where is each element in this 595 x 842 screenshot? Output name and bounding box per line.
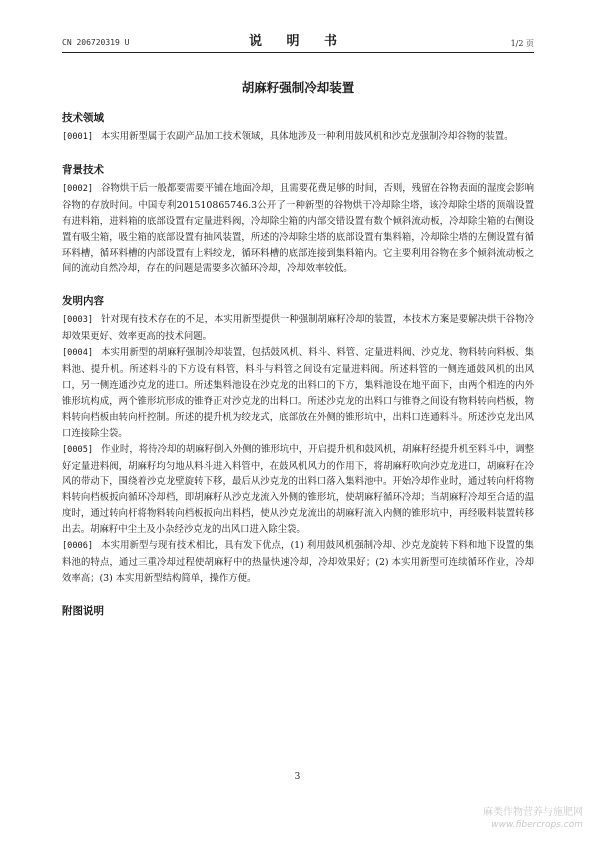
paragraph-0004 <box>62 345 534 441</box>
paragraph-number: [0006] <box>62 541 94 552</box>
paragraph-number: [0001] <box>62 132 94 142</box>
paragraph-text: 针对现有技术存在的不足，本实用新型提供一种强制胡麻籽冷却的装置，本技术方案是要解决烘干谷物冷却效果更好、效率更高的技术问题。 <box>62 314 534 343</box>
section-heading-background: 背景技术 <box>62 163 104 176</box>
document-title: 胡麻籽强制冷却装置 <box>241 80 355 95</box>
watermark <box>483 806 583 832</box>
paragraph-text: 本实用新型的胡麻籽强制冷却装置，包括鼓风机、料斗、料管、定量进料阀、沙克龙、物料转向料板、集料池、提升机。所述料斗的下方设有料管，料斗与料管之间设有定量进料阀。所述料管的一侧连通鼓风机的出风口，另一侧连通沙克龙的进口。所述集料池设在沙克龙的出料口的下方，集料池设在地平面下，由两个相连的内外锥形坑构成，两个锥形坑形成的锥脊正对沙克龙的出料口。所述沙克龙的出料口与锥脊之间设有物料转向档板，物料转向档板由转向杆控制。所述的提升机为绞龙式，底部放在外侧的锥形坑中，出料口连通料斗。所述沙克龙出风口连接除尘袋。 <box>62 347 534 439</box>
section-heading-drawings: 附图说明 <box>62 604 104 617</box>
document-body <box>62 110 534 622</box>
paragraph-text: 作业时，将待冷却的胡麻籽倒入外侧的锥形坑中，开启提升机和鼓风机，胡麻籽经提升机至料斗中，调整好定量进料阀，胡麻籽均匀地从料斗进入料管中，在鼓风机风力的作用下，将胡麻籽吹向沙克龙进口，胡麻籽在冷风的带动下，围绕着沙克龙壁旋转下移，最后从沙克龙的出料口落入集料池中。开始冷却作业时，通过转向杆将物料转向档板扳向循环冷却档，即胡麻籽从沙克龙流入外侧的锥形坑，使胡麻籽循环冷却；当胡麻籽冷却至合适的温度时，通过转向杆将物料转向档板扳向出料档，使从沙克龙流出的胡麻籽流入内侧的锥形坑中，再经吸料装置转移出去。胡麻籽中尘土及小杂经沙克龙的出风口进入除尘袋。 <box>62 443 534 536</box>
document-type: 说 明 书 <box>248 34 348 49</box>
paragraph-0006 <box>62 538 534 587</box>
paragraph-number: [0002] <box>62 183 94 194</box>
page-header <box>62 30 534 53</box>
paragraph-0003 <box>62 312 534 345</box>
paragraph-text: 本实用新型属于农副产品加工技术领域，具体地涉及一种利用鼓风机和沙克龙强制冷却谷物的装置。 <box>101 131 514 142</box>
paragraph-0002 <box>62 181 534 277</box>
paragraph-number: [0005] <box>62 444 94 455</box>
paragraph-text: 谷物烘干后一般都要需要平铺在地面冷却，且需要花费足够的时间，否则，残留在谷物表面的湿度会影响谷物的存放时间。中国专利201510865746.3公开了一种新型的谷物烘干冷却除尘塔，该冷却除尘塔的顶端设置有进料箱，进料箱的底部设置有定量进料阀，冷却除尘箱的内部交错设置有数个倾斜流动板，冷却除尘箱的右侧设置有吸尘箱，吸尘箱的底部设置有抽风装置，所述的冷却除尘塔的底部设置有集料箱，冷却除尘塔的左侧设置有循环料槽，循环料槽的内部设置有上料绞龙，循环料槽的底部连接到集料箱内。它主要利用谷物在多个倾斜流动板之间的流动自然冷却，存在的问题是需要多次循环冷却，冷却效率较低。 <box>62 182 534 275</box>
page-number: 3 <box>294 772 301 782</box>
section-heading-summary: 发明内容 <box>62 295 104 308</box>
paragraph-number: [0004] <box>62 348 94 359</box>
patent-number: CN 206720319 U <box>62 38 130 47</box>
paragraph-0005 <box>62 442 534 538</box>
paragraph-0001 <box>62 129 534 146</box>
watermark-url: www.fibercrops.com <box>491 820 583 830</box>
paragraph-text: 本实用新型与现有技术相比，具有发下优点，(1) 利用鼓风机强制冷却、沙克龙旋转下料和地下设置的集料池的特点，通过三重冷却过程使胡麻籽中的热量快速冷却，冷却效果好；(2) 本实用新型可连续循环作业，冷却效率高；(3) 本实用新型结构简单，操作方便。 <box>62 540 534 584</box>
paragraph-number: [0003] <box>62 315 94 326</box>
section-heading-technical-field: 技术领域 <box>62 112 104 124</box>
watermark-site-name: 麻类作物营养与施肥网 <box>483 807 583 818</box>
page-indicator: 1/2 页 <box>510 39 534 48</box>
